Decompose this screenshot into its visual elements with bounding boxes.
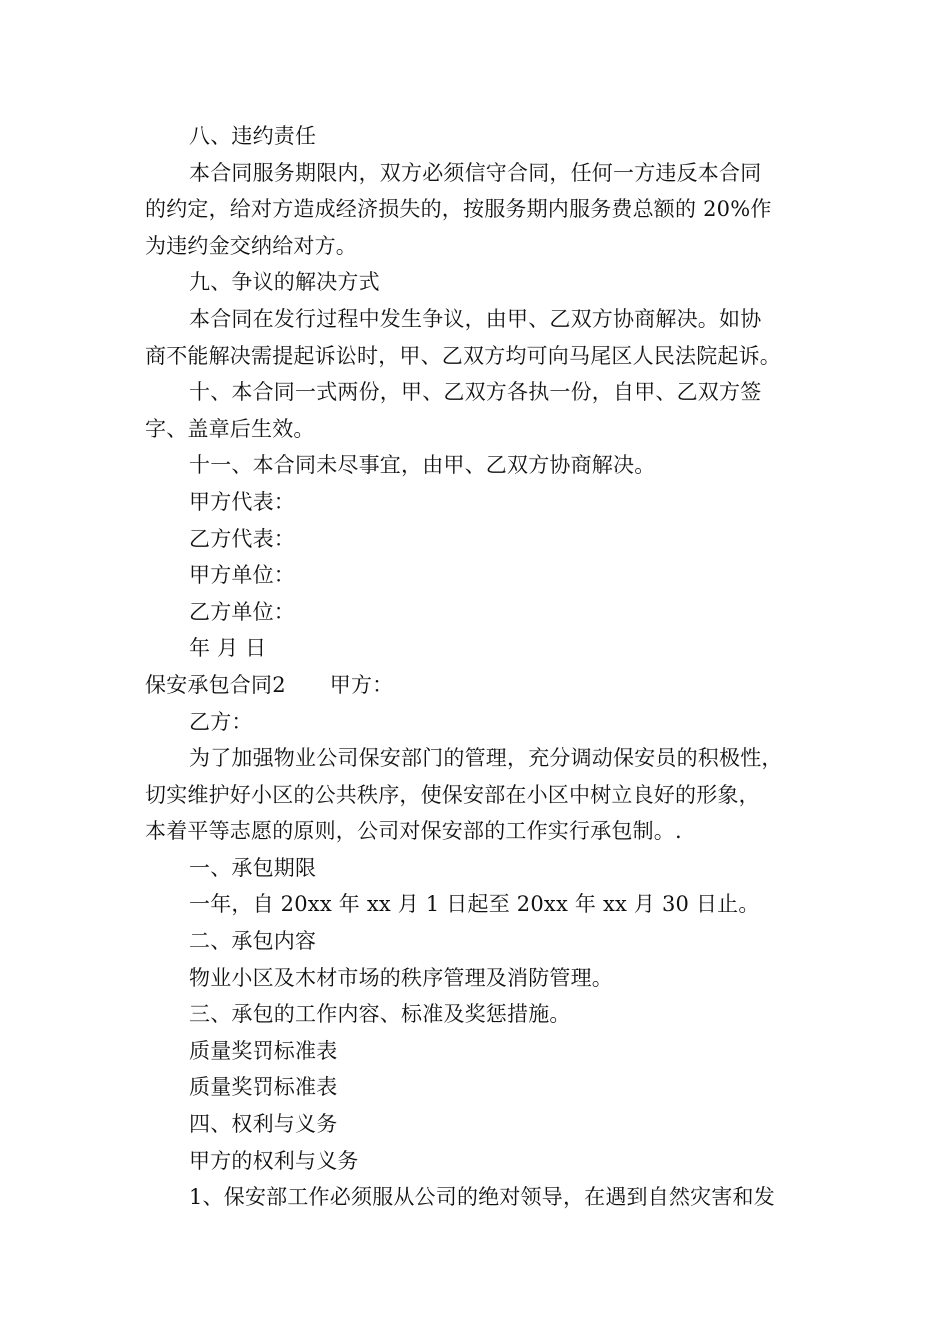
text-line: 九、争议的解决方式 bbox=[189, 270, 380, 295]
text-line: 一年，自 20xx 年 xx 月 1 日起至 20xx 年 xx 月 30 日止。 bbox=[189, 892, 760, 917]
text-line: 甲方单位： bbox=[189, 563, 295, 588]
text-line: 乙方单位： bbox=[189, 599, 295, 624]
party-a-label: 甲方： bbox=[329, 672, 394, 697]
text-line: 字、盖章后生效。 bbox=[145, 416, 315, 441]
text-line: 为了加强物业公司保安部门的管理，充分调动保安员的积极性， bbox=[189, 746, 783, 771]
contract-heading-line bbox=[145, 667, 825, 704]
text-line: 本合同服务期限内，双方必须信守合同，任何一方违反本合同 bbox=[189, 160, 762, 185]
text-line: 二、承包内容 bbox=[189, 929, 317, 954]
text-line: 十一、本合同未尽事宜，由甲、乙双方协商解决。 bbox=[189, 453, 656, 478]
text-line: 商不能解决需提起诉讼时，甲、乙双方均可向马尾区人民法院起诉。 bbox=[145, 343, 781, 368]
text-line: 四、权利与义务 bbox=[189, 1112, 338, 1137]
text-line: 物业小区及木材市场的秩序管理及消防管理。 bbox=[189, 965, 613, 990]
text-line: 乙方： bbox=[189, 709, 253, 734]
text-line: 甲方代表： bbox=[189, 489, 295, 514]
text-line: 本合同在发行过程中发生争议，由甲、乙双方协商解决。如协 bbox=[189, 306, 762, 331]
text-line: 十、本合同一式两份，甲、乙双方各执一份，自甲、乙双方签 bbox=[189, 380, 762, 405]
document-body bbox=[145, 118, 825, 1216]
text-line: 甲方的权利与义务 bbox=[189, 1148, 359, 1173]
text-line: 的约定，给对方造成经济损失的，按服务期内服务费总额的 20%作 bbox=[145, 197, 772, 222]
text-line: 切实维护好小区的公共秩序，使保安部在小区中树立良好的形象， bbox=[145, 782, 760, 807]
text-line: 本着平等志愿的原则，公司对保安部的工作实行承包制。. bbox=[145, 819, 682, 844]
contract-section-body bbox=[145, 704, 825, 1216]
text-line: 质量奖罚标准表 bbox=[189, 1038, 338, 1063]
text-line: 年 月 日 bbox=[189, 636, 267, 661]
contract-title: 保安承包合同2 bbox=[145, 672, 286, 697]
text-line: 一、承包期限 bbox=[189, 855, 317, 880]
text-line: 八、违约责任 bbox=[189, 124, 317, 148]
contract-section-terms bbox=[145, 118, 825, 667]
text-line: 三、承包的工作内容、标准及奖惩措施。 bbox=[189, 1002, 571, 1027]
text-line: 为违约金交纳给对方。 bbox=[145, 233, 357, 258]
text-line: 1、保安部工作必须服从公司的绝对领导，在遇到自然灾害和发 bbox=[189, 1185, 775, 1210]
text-line: 乙方代表： bbox=[189, 526, 295, 551]
text-line: 质量奖罚标准表 bbox=[189, 1075, 338, 1100]
